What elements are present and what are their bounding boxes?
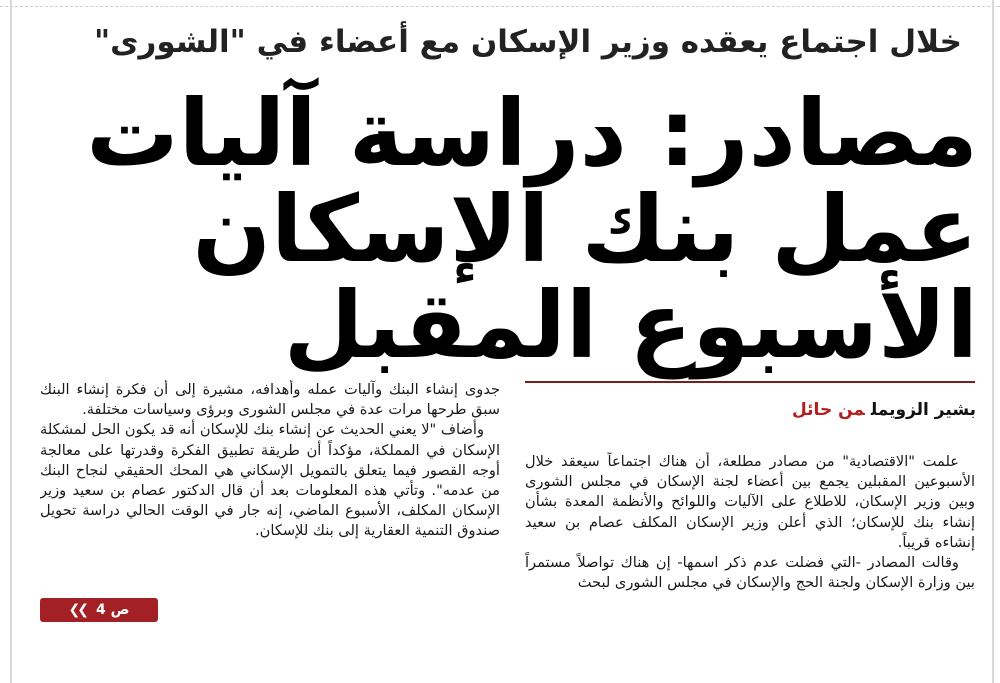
double-chevron-left-icon: ❮❮ (68, 602, 86, 618)
paragraph: وأضاف "لا يعني الحديث عن إنشاء بنك للإسكان أنه قد يكون الحل لمشكلة الإسكان في المملكة، مؤكداً أن طريقة تطبيق الفكرة وقدرتها على معالجة أوجه القصور فيما يتعلق بالتمويل الإسكاني هي المحك الحقيقي لنجاح البنك من عدمه". وتأتي هذه المعلومات بعد أن قال الدكتور عصام بن سعيد وزير الإسكان المكلف، الأسبوع الماضي، إنه جار في الوقت الحالي دراسة تحويل صندوق التنمية العقارية إلى بنك للإسكان. (40, 421, 500, 540)
frame-right-line (992, 0, 994, 683)
headline-line-3: الأسبوع المقبل (283, 272, 978, 379)
frame-top-line (0, 6, 1000, 8)
byline-rule (525, 381, 975, 383)
byline (792, 400, 976, 420)
frame-left-line (10, 0, 12, 683)
article-column-right (525, 452, 975, 683)
headline-line-1: مصادر: دراسة آليات (86, 80, 978, 187)
page-reference-badge[interactable] (40, 598, 158, 622)
paragraph: جدوى إنشاء البنك وآليات عمله وأهدافه، مشيرة إلى أن فكرة إنشاء البنك سبق طرحها مرات عدة في مجلس الشورى وبرؤى وسياسات مختلفة. (40, 381, 500, 419)
article-kicker: خلال اجتماع يعقده وزير الإسكان مع أعضاء في "الشورى" (93, 24, 962, 60)
article-column-left (40, 380, 500, 683)
page-reference-label: ص 4 (96, 602, 130, 618)
byline-location: من حائل (792, 400, 865, 420)
article-headline (48, 80, 978, 379)
paragraph: وقالت المصادر -التي فضلت عدم ذكر اسمها- إن هناك تواصلاً مستمراً بين وزارة الإسكان ولجنة الحج والإسكان في مجلس الشورى لبحث (525, 554, 975, 592)
paragraph: علمت "الاقتصادية" من مصادر مطلعة، أن هناك اجتماعاً سيعقد خلال الأسبوعين المقبلين يجمع بين أعضاء لجنة الإسكان في مجلس الشورى وبين وزير الإسكان، للاطلاع على الآليات واللوائح والأنظمة المعدة بشأن إنشاء بنك للإسكان؛ الذي أعلن وزير الإسكان المكلف عصام بن سعيد إنشاءه قريباً. (525, 453, 975, 551)
headline-line-2: عمل بنك الإسكان (192, 176, 978, 283)
byline-author: بشير الزويمل (870, 400, 976, 420)
